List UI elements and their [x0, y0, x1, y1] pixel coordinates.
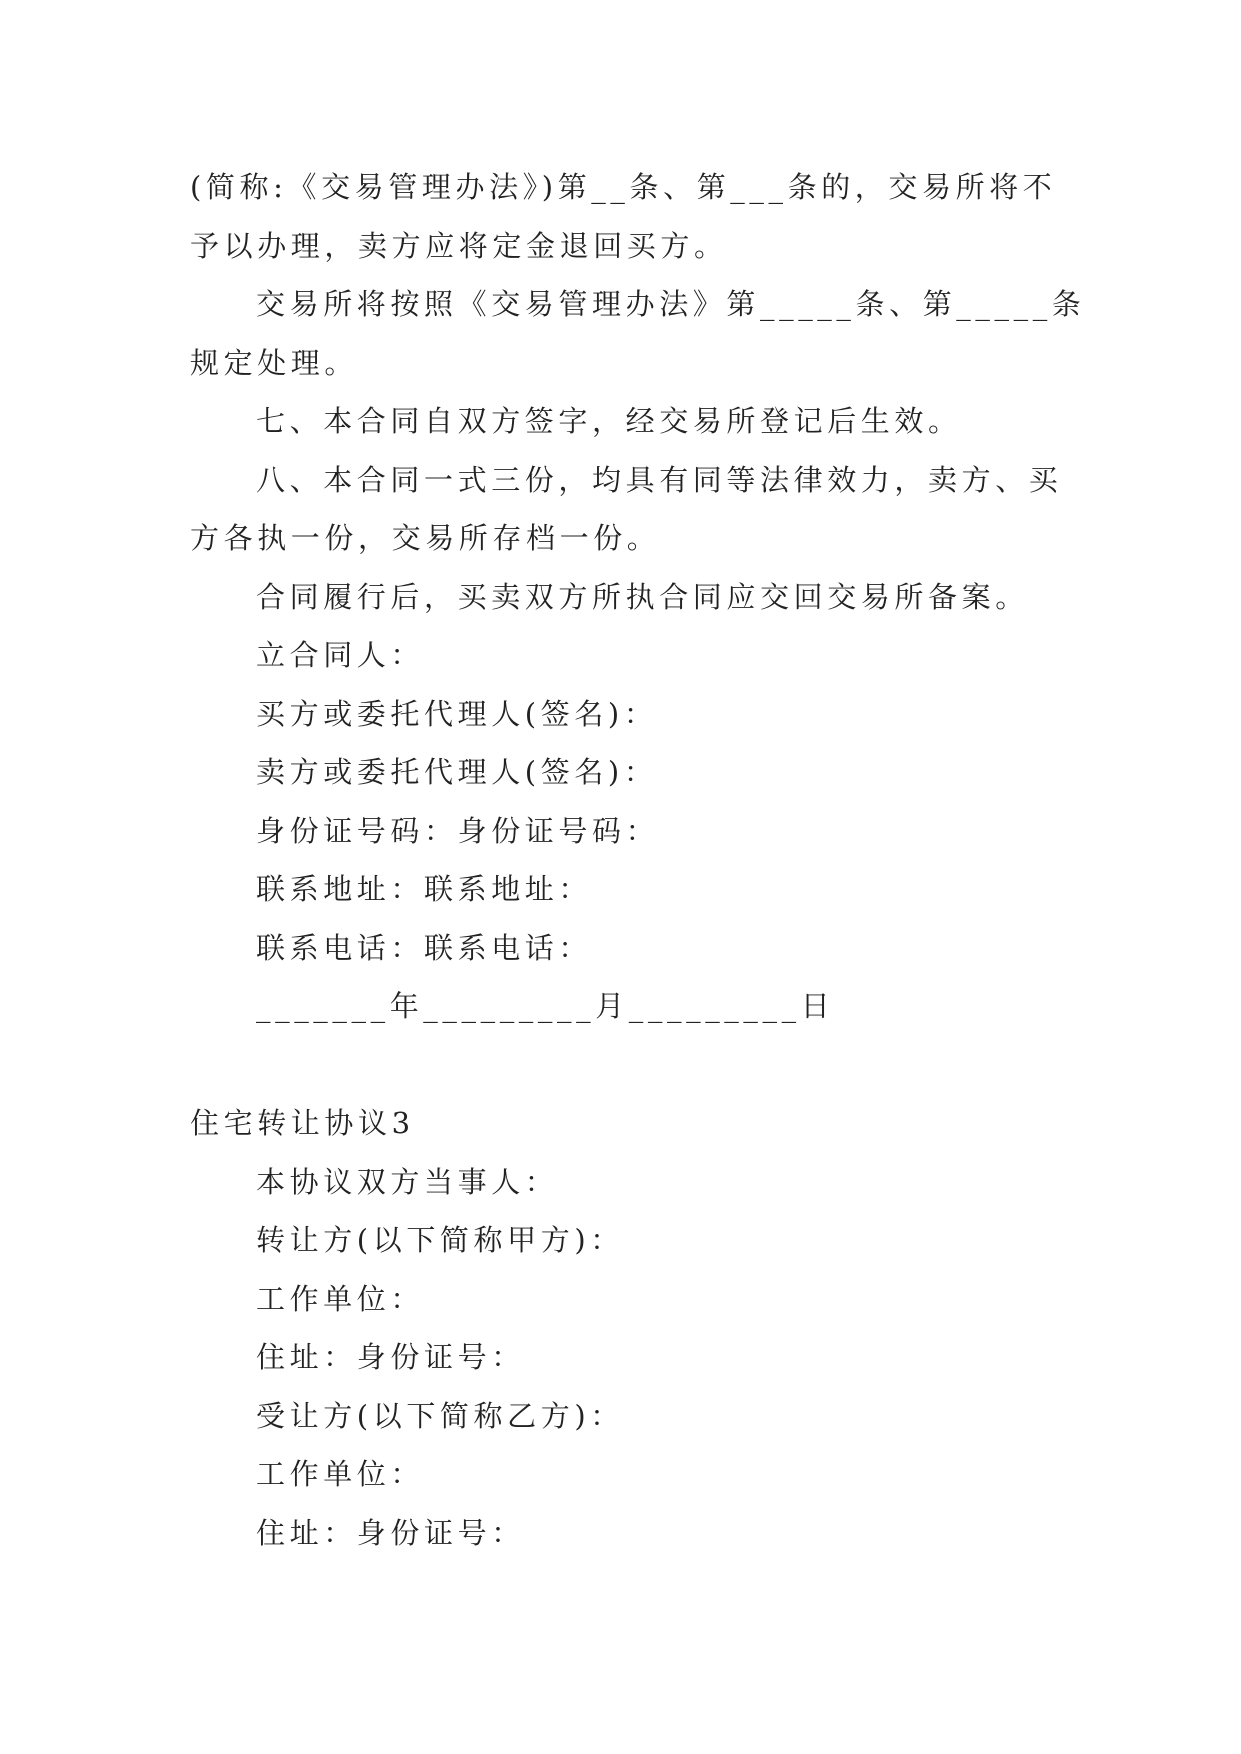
clause-eight: 八、本合同一式三份，均具有同等法律效力，卖方、买 [256, 462, 1063, 497]
paragraph-line: 予以办理，卖方应将定金退回买方。 [190, 228, 728, 263]
date-line: _______年_________月_________日 [256, 989, 835, 1023]
party-b-address-line: 住址：身份证号： [256, 1515, 525, 1550]
address-line: 联系地址：联系地址： [256, 872, 593, 906]
paragraph-line: (简称:《交易管理办法》)第__条、第___条的，交易所将不 [190, 170, 1057, 204]
paragraph-line: 规定处理。 [190, 345, 359, 380]
clause-seven: 七、本合同自双方签字，经交易所登记后生效。 [256, 404, 962, 438]
phone-line: 联系电话：联系电话： [256, 930, 593, 965]
party-b-line: 受让方(以下简称乙方)： [256, 1398, 624, 1433]
section-title: 住宅转让协议3 [190, 1106, 415, 1140]
party-b-employer-line: 工作单位： [256, 1457, 425, 1491]
paragraph-line: 本协议双方当事人： [256, 1164, 559, 1199]
document-body [190, 158, 1086, 1562]
paragraph-line: 合同履行后，买卖双方所执合同应交回交易所备案。 [256, 579, 1029, 614]
paragraph-line: 方各执一份，交易所存档一份。 [190, 521, 661, 555]
party-a-employer-line: 工作单位： [256, 1281, 425, 1316]
paragraph-line: 交易所将按照《交易管理办法》第_____条、第_____条 [256, 287, 1086, 321]
section-gap [190, 1036, 1052, 1095]
party-a-line: 转让方(以下简称甲方)： [256, 1223, 624, 1257]
buyer-signature-line: 买方或委托代理人(签名)： [256, 696, 658, 731]
id-number-line: 身份证号码：身份证号码： [256, 813, 660, 848]
seller-signature-line: 卖方或委托代理人(签名)： [256, 755, 658, 789]
party-a-address-line: 住址：身份证号： [256, 1340, 525, 1374]
signatories-label: 立合同人： [256, 638, 425, 672]
